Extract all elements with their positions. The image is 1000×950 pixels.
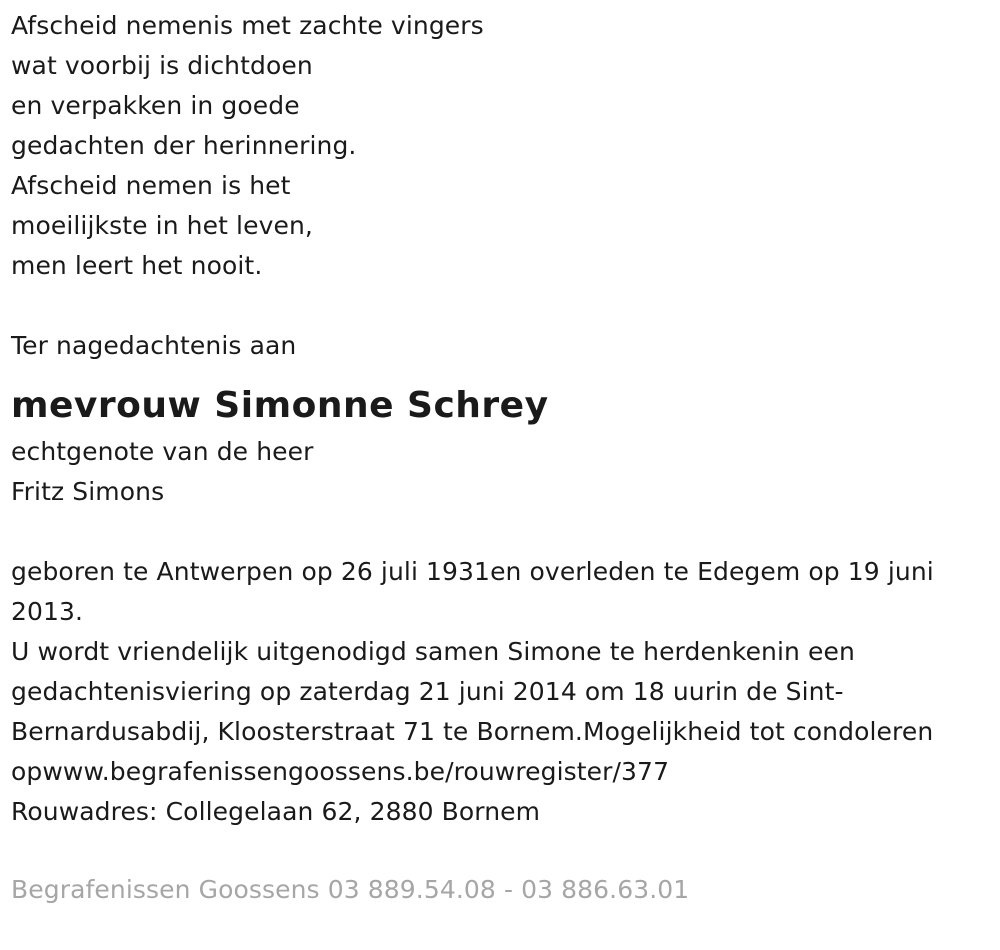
spacer bbox=[11, 286, 991, 326]
birth-death-text: geboren te Antwerpen op 26 juli 1931en overleden te Edegem op 19 juni 2013. bbox=[11, 557, 934, 626]
spacer bbox=[11, 512, 991, 552]
obituary-notice bbox=[11, 6, 991, 910]
poem-line: en verpakken in goede bbox=[11, 91, 300, 120]
relation-line: echtgenote van de heer bbox=[11, 437, 314, 466]
funeral-home-contact: Begrafenissen Goossens 03 889.54.08 - 03 886.63.01 bbox=[11, 875, 690, 904]
deceased-name: mevrouw Simonne Schrey bbox=[11, 385, 549, 426]
poem-line: wat voorbij is dichtdoen bbox=[11, 51, 313, 80]
poem-line: gedachten der herinnering. bbox=[11, 131, 357, 160]
spouse-name: Fritz Simons bbox=[11, 477, 165, 506]
mourning-address: Rouwadres: Collegelaan 62, 2880 Bornem bbox=[11, 797, 541, 826]
invitation-text: U wordt vriendelijk uitgenodigd samen Simone te herdenkenin een gedachtenisviering op zaterdag 21 juni 2014 om 18 uurin de Sint-Bernardusabdij, Kloosterstraat 71 te Bornem.Mogelijkheid tot condoleren opwww.begrafenissengoossens.be/rouwregister/377 bbox=[11, 637, 934, 786]
poem-line: Afscheid nemenis met zachte vingers bbox=[11, 11, 484, 40]
poem bbox=[11, 6, 991, 286]
memorial-intro: Ter nagedachtenis aan bbox=[11, 331, 297, 360]
poem-line: Afscheid nemen is het bbox=[11, 171, 291, 200]
poem-line: moeilijkste in het leven, bbox=[11, 211, 313, 240]
poem-line: men leert het nooit. bbox=[11, 251, 263, 280]
